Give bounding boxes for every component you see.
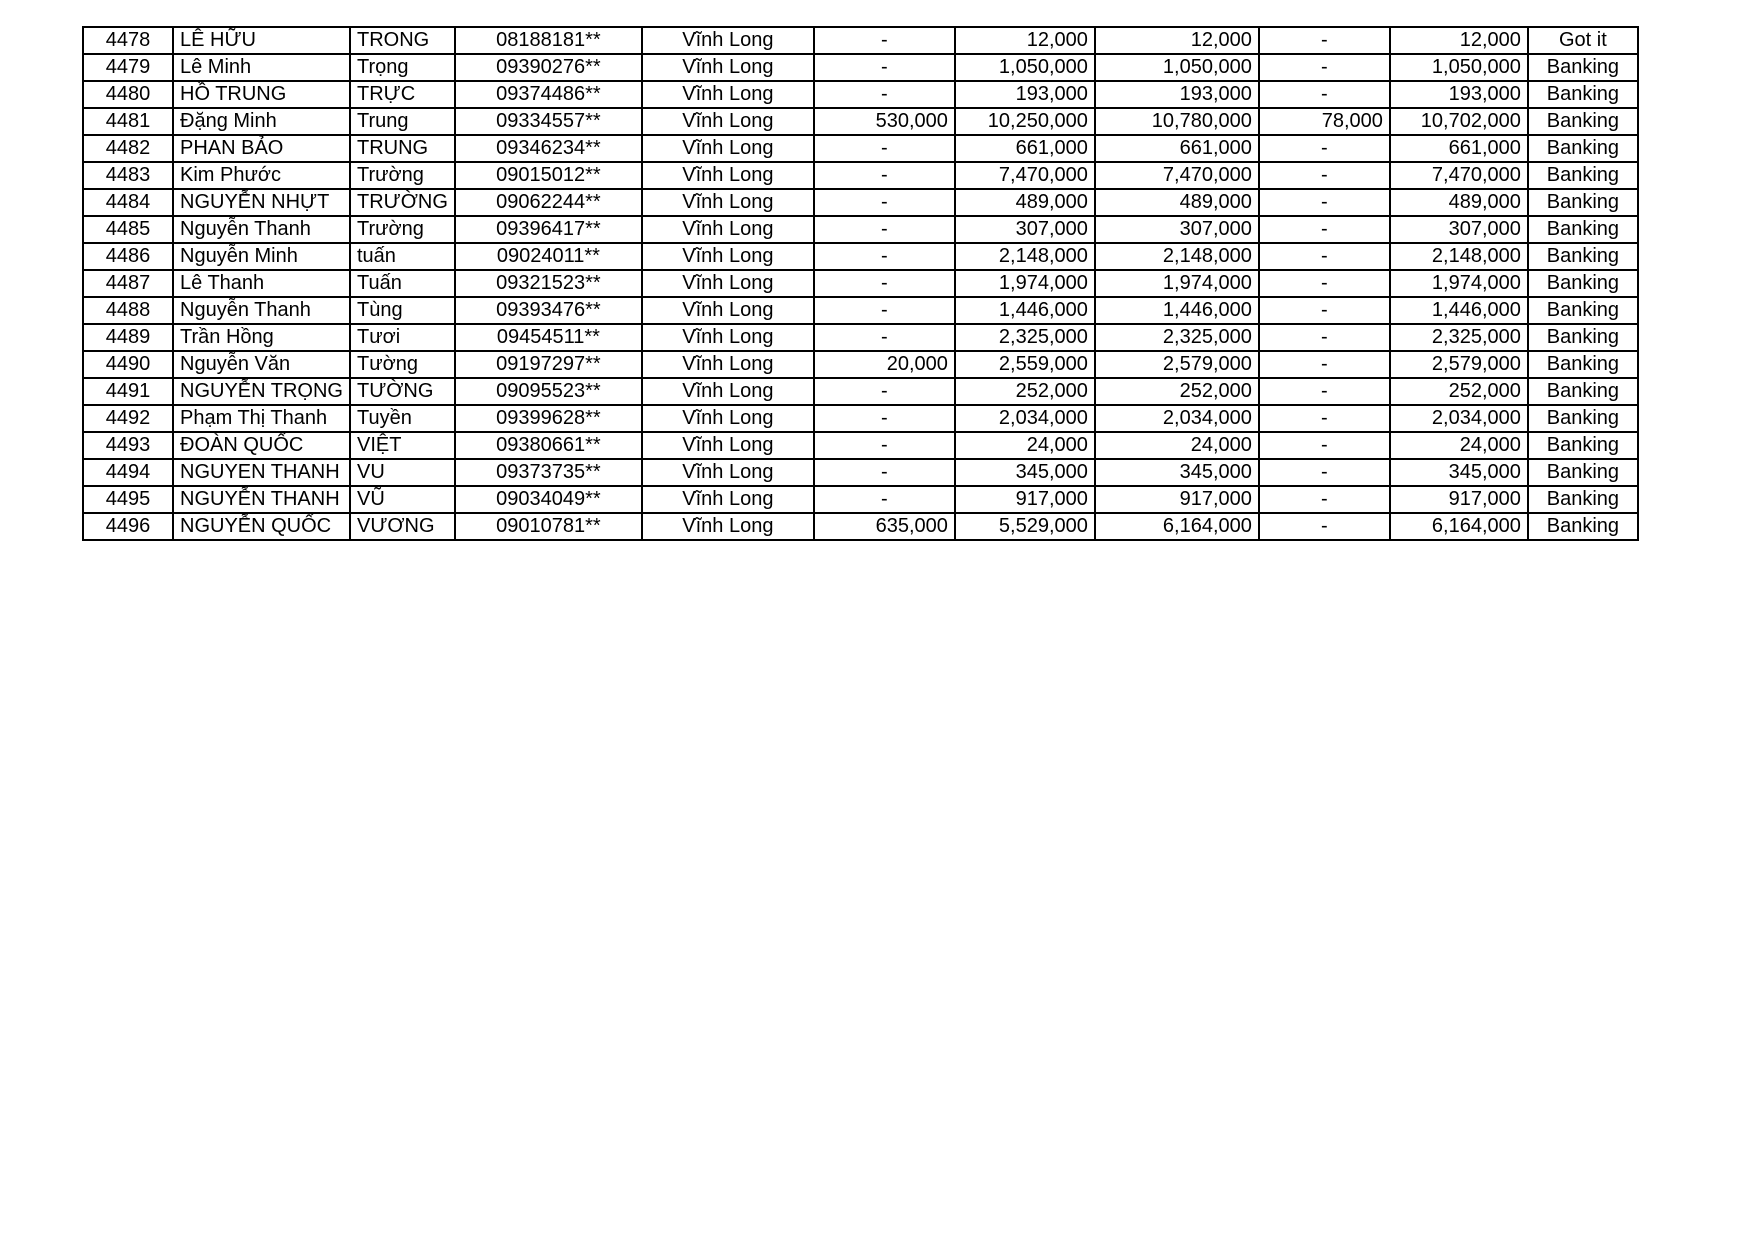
amount-net-cell: 2,034,000 (1390, 405, 1528, 432)
table-row (83, 513, 1638, 540)
amount-2-cell: 1,050,000 (955, 54, 1095, 81)
province-cell: Vĩnh Long (642, 189, 814, 216)
first-name-cell: tuấn (350, 243, 455, 270)
last-middle-name-cell: NGUYỄN THANH (173, 486, 350, 513)
amount-total-cell: 661,000 (1095, 135, 1259, 162)
deduction-cell: - (1259, 432, 1390, 459)
amount-2-cell: 5,529,000 (955, 513, 1095, 540)
phone-number-cell: 09396417** (455, 216, 642, 243)
payment-method-cell: Banking (1528, 243, 1638, 270)
amount-total-cell: 917,000 (1095, 486, 1259, 513)
amount-2-cell: 307,000 (955, 216, 1095, 243)
payment-method-cell: Banking (1528, 54, 1638, 81)
province-cell: Vĩnh Long (642, 513, 814, 540)
deduction-cell: - (1259, 351, 1390, 378)
first-name-cell: VU (350, 459, 455, 486)
deduction-cell: 78,000 (1259, 108, 1390, 135)
amount-1-cell: - (814, 324, 955, 351)
row-index-cell: 4489 (83, 324, 173, 351)
amount-2-cell: 1,974,000 (955, 270, 1095, 297)
deduction-cell: - (1259, 54, 1390, 81)
phone-number-cell: 09024011** (455, 243, 642, 270)
amount-net-cell: 2,148,000 (1390, 243, 1528, 270)
amount-2-cell: 489,000 (955, 189, 1095, 216)
table-row (83, 189, 1638, 216)
amount-2-cell: 661,000 (955, 135, 1095, 162)
amount-total-cell: 24,000 (1095, 432, 1259, 459)
row-index-cell: 4480 (83, 81, 173, 108)
phone-number-cell: 09346234** (455, 135, 642, 162)
payment-method-cell: Banking (1528, 135, 1638, 162)
amount-2-cell: 193,000 (955, 81, 1095, 108)
amount-1-cell: - (814, 378, 955, 405)
amount-net-cell: 24,000 (1390, 432, 1528, 459)
amount-net-cell: 6,164,000 (1390, 513, 1528, 540)
phone-number-cell: 09399628** (455, 405, 642, 432)
province-cell: Vĩnh Long (642, 243, 814, 270)
deduction-cell: - (1259, 378, 1390, 405)
amount-1-cell: - (814, 459, 955, 486)
table-row (83, 162, 1638, 189)
last-middle-name-cell: NGUYEN THANH (173, 459, 350, 486)
amount-2-cell: 2,034,000 (955, 405, 1095, 432)
payment-method-cell: Banking (1528, 459, 1638, 486)
amount-net-cell: 2,579,000 (1390, 351, 1528, 378)
payment-method-cell: Banking (1528, 108, 1638, 135)
deduction-cell: - (1259, 270, 1390, 297)
amount-2-cell: 24,000 (955, 432, 1095, 459)
amount-1-cell: - (814, 27, 955, 54)
payment-method-cell: Banking (1528, 513, 1638, 540)
amount-total-cell: 307,000 (1095, 216, 1259, 243)
row-index-cell: 4482 (83, 135, 173, 162)
payout-table (82, 26, 1639, 541)
province-cell: Vĩnh Long (642, 378, 814, 405)
phone-number-cell: 09062244** (455, 189, 642, 216)
amount-net-cell: 10,702,000 (1390, 108, 1528, 135)
province-cell: Vĩnh Long (642, 216, 814, 243)
payment-method-cell: Got it (1528, 27, 1638, 54)
deduction-cell: - (1259, 297, 1390, 324)
amount-total-cell: 193,000 (1095, 81, 1259, 108)
phone-number-cell: 09393476** (455, 297, 642, 324)
last-middle-name-cell: Nguyễn Thanh (173, 216, 350, 243)
deduction-cell: - (1259, 81, 1390, 108)
row-index-cell: 4484 (83, 189, 173, 216)
phone-number-cell: 09380661** (455, 432, 642, 459)
amount-total-cell: 2,579,000 (1095, 351, 1259, 378)
amount-2-cell: 252,000 (955, 378, 1095, 405)
amount-1-cell: - (814, 135, 955, 162)
amount-total-cell: 1,050,000 (1095, 54, 1259, 81)
amount-2-cell: 7,470,000 (955, 162, 1095, 189)
last-middle-name-cell: HỒ TRUNG (173, 81, 350, 108)
amount-net-cell: 307,000 (1390, 216, 1528, 243)
payment-method-cell: Banking (1528, 324, 1638, 351)
deduction-cell: - (1259, 243, 1390, 270)
amount-total-cell: 6,164,000 (1095, 513, 1259, 540)
first-name-cell: Trung (350, 108, 455, 135)
amount-net-cell: 661,000 (1390, 135, 1528, 162)
deduction-cell: - (1259, 189, 1390, 216)
last-middle-name-cell: Nguyễn Minh (173, 243, 350, 270)
table-row (83, 108, 1638, 135)
last-middle-name-cell: ĐOÀN QUỐC (173, 432, 350, 459)
table-row (83, 243, 1638, 270)
table-row (83, 216, 1638, 243)
table-row (83, 324, 1638, 351)
amount-net-cell: 1,050,000 (1390, 54, 1528, 81)
first-name-cell: Trọng (350, 54, 455, 81)
row-index-cell: 4478 (83, 27, 173, 54)
last-middle-name-cell: NGUYỄN NHỰT (173, 189, 350, 216)
amount-total-cell: 252,000 (1095, 378, 1259, 405)
deduction-cell: - (1259, 513, 1390, 540)
first-name-cell: TRỰC (350, 81, 455, 108)
deduction-cell: - (1259, 459, 1390, 486)
first-name-cell: TƯỜNG (350, 378, 455, 405)
payment-method-cell: Banking (1528, 162, 1638, 189)
province-cell: Vĩnh Long (642, 405, 814, 432)
phone-number-cell: 09197297** (455, 351, 642, 378)
amount-1-cell: - (814, 54, 955, 81)
amount-total-cell: 12,000 (1095, 27, 1259, 54)
table-row (83, 459, 1638, 486)
row-index-cell: 4494 (83, 459, 173, 486)
phone-number-cell: 09010781** (455, 513, 642, 540)
amount-2-cell: 10,250,000 (955, 108, 1095, 135)
province-cell: Vĩnh Long (642, 135, 814, 162)
province-cell: Vĩnh Long (642, 297, 814, 324)
province-cell: Vĩnh Long (642, 459, 814, 486)
last-middle-name-cell: Đặng Minh (173, 108, 350, 135)
amount-2-cell: 2,325,000 (955, 324, 1095, 351)
amount-total-cell: 2,034,000 (1095, 405, 1259, 432)
table-row (83, 378, 1638, 405)
amount-total-cell: 10,780,000 (1095, 108, 1259, 135)
row-index-cell: 4496 (83, 513, 173, 540)
row-index-cell: 4483 (83, 162, 173, 189)
row-index-cell: 4488 (83, 297, 173, 324)
table-row (83, 27, 1638, 54)
payment-method-cell: Banking (1528, 216, 1638, 243)
deduction-cell: - (1259, 405, 1390, 432)
phone-number-cell: 09334557** (455, 108, 642, 135)
first-name-cell: Trường (350, 216, 455, 243)
phone-number-cell: 09373735** (455, 459, 642, 486)
payment-method-cell: Banking (1528, 432, 1638, 459)
phone-number-cell: 09321523** (455, 270, 642, 297)
row-index-cell: 4490 (83, 351, 173, 378)
amount-net-cell: 12,000 (1390, 27, 1528, 54)
phone-number-cell: 09095523** (455, 378, 642, 405)
table-row (83, 135, 1638, 162)
province-cell: Vĩnh Long (642, 432, 814, 459)
last-middle-name-cell: Lê Minh (173, 54, 350, 81)
phone-number-cell: 09454511** (455, 324, 642, 351)
amount-2-cell: 345,000 (955, 459, 1095, 486)
deduction-cell: - (1259, 486, 1390, 513)
table-row (83, 81, 1638, 108)
amount-1-cell: - (814, 432, 955, 459)
amount-net-cell: 489,000 (1390, 189, 1528, 216)
amount-1-cell: 20,000 (814, 351, 955, 378)
amount-net-cell: 917,000 (1390, 486, 1528, 513)
amount-1-cell: - (814, 189, 955, 216)
amount-1-cell: - (814, 81, 955, 108)
first-name-cell: TRƯỜNG (350, 189, 455, 216)
table-row (83, 54, 1638, 81)
row-index-cell: 4493 (83, 432, 173, 459)
table-row (83, 351, 1638, 378)
payment-method-cell: Banking (1528, 81, 1638, 108)
table-row (83, 270, 1638, 297)
table-row (83, 297, 1638, 324)
amount-total-cell: 345,000 (1095, 459, 1259, 486)
deduction-cell: - (1259, 216, 1390, 243)
row-index-cell: 4491 (83, 378, 173, 405)
amount-total-cell: 7,470,000 (1095, 162, 1259, 189)
deduction-cell: - (1259, 135, 1390, 162)
payment-method-cell: Banking (1528, 270, 1638, 297)
first-name-cell: Tươi (350, 324, 455, 351)
amount-total-cell: 1,446,000 (1095, 297, 1259, 324)
last-middle-name-cell: LÊ HỮU (173, 27, 350, 54)
amount-1-cell: - (814, 243, 955, 270)
row-index-cell: 4492 (83, 405, 173, 432)
province-cell: Vĩnh Long (642, 162, 814, 189)
amount-2-cell: 2,148,000 (955, 243, 1095, 270)
payment-method-cell: Banking (1528, 351, 1638, 378)
last-middle-name-cell: NGUYỄN TRỌNG (173, 378, 350, 405)
deduction-cell: - (1259, 162, 1390, 189)
deduction-cell: - (1259, 27, 1390, 54)
first-name-cell: TRUNG (350, 135, 455, 162)
phone-number-cell: 09390276** (455, 54, 642, 81)
table-row (83, 486, 1638, 513)
row-index-cell: 4487 (83, 270, 173, 297)
row-index-cell: 4479 (83, 54, 173, 81)
last-middle-name-cell: Nguyễn Văn (173, 351, 350, 378)
phone-number-cell: 09374486** (455, 81, 642, 108)
table-body (83, 27, 1638, 540)
amount-net-cell: 2,325,000 (1390, 324, 1528, 351)
last-middle-name-cell: Kim Phước (173, 162, 350, 189)
payment-method-cell: Banking (1528, 378, 1638, 405)
amount-1-cell: - (814, 162, 955, 189)
province-cell: Vĩnh Long (642, 81, 814, 108)
last-middle-name-cell: PHAN BẢO (173, 135, 350, 162)
province-cell: Vĩnh Long (642, 27, 814, 54)
province-cell: Vĩnh Long (642, 351, 814, 378)
amount-2-cell: 917,000 (955, 486, 1095, 513)
province-cell: Vĩnh Long (642, 54, 814, 81)
payment-method-cell: Banking (1528, 297, 1638, 324)
province-cell: Vĩnh Long (642, 324, 814, 351)
province-cell: Vĩnh Long (642, 108, 814, 135)
deduction-cell: - (1259, 324, 1390, 351)
amount-1-cell: - (814, 297, 955, 324)
first-name-cell: TRONG (350, 27, 455, 54)
phone-number-cell: 09034049** (455, 486, 642, 513)
amount-net-cell: 252,000 (1390, 378, 1528, 405)
first-name-cell: Tuấn (350, 270, 455, 297)
last-middle-name-cell: Phạm Thị Thanh (173, 405, 350, 432)
amount-1-cell: 635,000 (814, 513, 955, 540)
last-middle-name-cell: NGUYỄN QUỐC (173, 513, 350, 540)
phone-number-cell: 09015012** (455, 162, 642, 189)
first-name-cell: Tường (350, 351, 455, 378)
table-row (83, 432, 1638, 459)
amount-net-cell: 193,000 (1390, 81, 1528, 108)
amount-net-cell: 1,446,000 (1390, 297, 1528, 324)
province-cell: Vĩnh Long (642, 270, 814, 297)
amount-total-cell: 2,325,000 (1095, 324, 1259, 351)
last-middle-name-cell: Lê Thanh (173, 270, 350, 297)
province-cell: Vĩnh Long (642, 486, 814, 513)
row-index-cell: 4495 (83, 486, 173, 513)
first-name-cell: Tuyền (350, 405, 455, 432)
amount-net-cell: 345,000 (1390, 459, 1528, 486)
amount-total-cell: 489,000 (1095, 189, 1259, 216)
amount-1-cell: 530,000 (814, 108, 955, 135)
amount-1-cell: - (814, 405, 955, 432)
amount-2-cell: 2,559,000 (955, 351, 1095, 378)
row-index-cell: 4485 (83, 216, 173, 243)
amount-2-cell: 1,446,000 (955, 297, 1095, 324)
first-name-cell: Trường (350, 162, 455, 189)
first-name-cell: VŨ (350, 486, 455, 513)
amount-1-cell: - (814, 216, 955, 243)
table-row (83, 405, 1638, 432)
amount-net-cell: 1,974,000 (1390, 270, 1528, 297)
first-name-cell: Tùng (350, 297, 455, 324)
phone-number-cell: 08188181** (455, 27, 642, 54)
amount-total-cell: 2,148,000 (1095, 243, 1259, 270)
amount-2-cell: 12,000 (955, 27, 1095, 54)
amount-1-cell: - (814, 270, 955, 297)
row-index-cell: 4486 (83, 243, 173, 270)
first-name-cell: VƯƠNG (350, 513, 455, 540)
first-name-cell: VIỆT (350, 432, 455, 459)
payment-method-cell: Banking (1528, 405, 1638, 432)
last-middle-name-cell: Trần Hồng (173, 324, 350, 351)
row-index-cell: 4481 (83, 108, 173, 135)
payment-method-cell: Banking (1528, 486, 1638, 513)
amount-1-cell: - (814, 486, 955, 513)
amount-total-cell: 1,974,000 (1095, 270, 1259, 297)
payment-method-cell: Banking (1528, 189, 1638, 216)
amount-net-cell: 7,470,000 (1390, 162, 1528, 189)
last-middle-name-cell: Nguyễn Thanh (173, 297, 350, 324)
